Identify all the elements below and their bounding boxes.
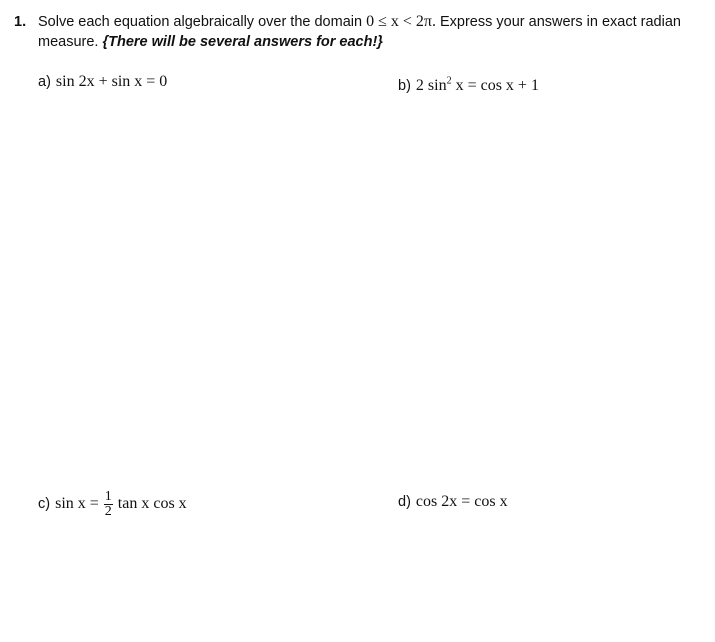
question-line-1: [14, 12, 709, 32]
part-b-equation-start: 2 sin: [415, 77, 447, 95]
question-emphasis-note: {There will be several answers for each!}: [102, 34, 383, 50]
question-line-2: [14, 32, 709, 52]
part-b-exponent: 2: [446, 76, 452, 87]
part-c-fraction: [104, 490, 113, 519]
question-instruction: Solve each equation algebraically over the domain: [38, 14, 367, 30]
part-a-equation: sin 2x + sin x = 0: [55, 73, 168, 90]
part-d: [398, 492, 508, 512]
fraction-denominator: 2: [104, 504, 112, 519]
part-b-label: b): [398, 78, 411, 95]
part-b-equation-end: x = cos x + 1: [451, 77, 539, 95]
part-d-label: d): [398, 494, 411, 510]
part-c: [38, 490, 187, 519]
part-b: [398, 72, 539, 96]
fraction-numerator: 1: [104, 489, 112, 504]
part-d-equation: cos 2x = cos x: [415, 493, 508, 510]
question-1: [14, 12, 709, 52]
question-instruction-continued: measure.: [38, 34, 103, 50]
part-c-equation: [55, 489, 187, 519]
question-number: 1.: [14, 14, 27, 30]
part-a: [38, 72, 167, 92]
part-b-equation: [416, 77, 539, 94]
part-a-label: a): [38, 74, 51, 90]
question-instruction-tail: Express your answers in exact radian: [435, 14, 681, 30]
part-c-equation-end: tan x cos x: [113, 495, 187, 513]
part-c-label: c): [38, 496, 51, 513]
domain-expression: 0 ≤ x < 2π.: [366, 13, 436, 30]
part-c-equation-start: sin x =: [55, 495, 103, 513]
